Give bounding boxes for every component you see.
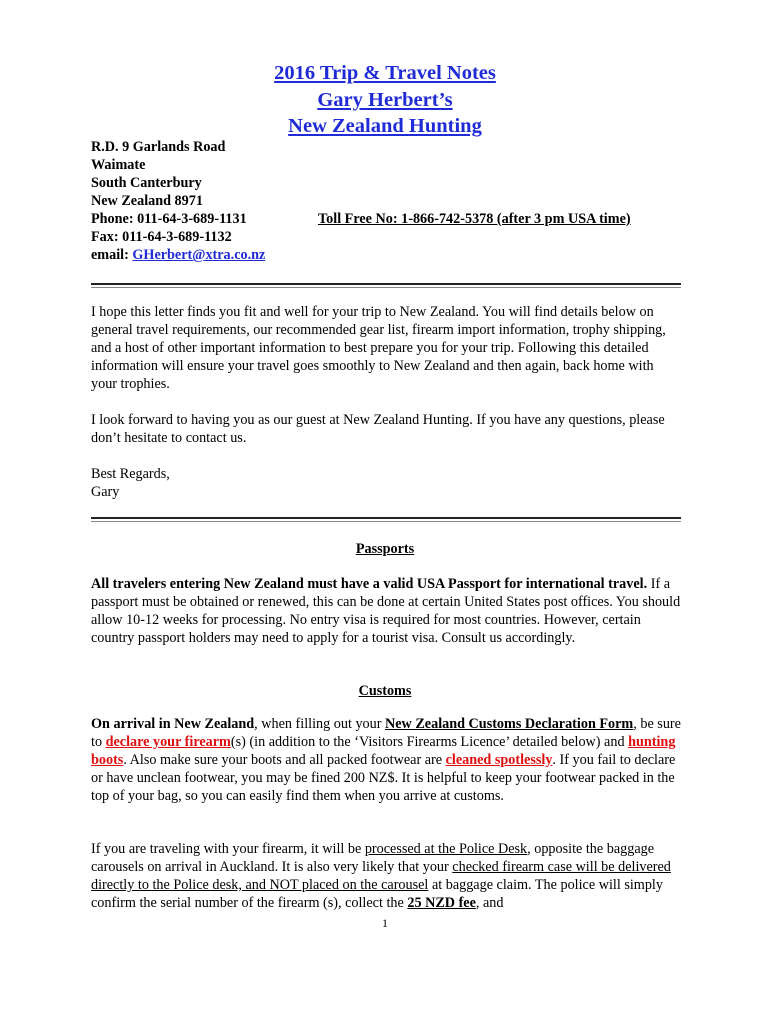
customs2-text-b: , opposite the baggage carousels on arrival in Auckland. It is also very likely that your [91,841,655,875]
email-row [91,246,265,264]
customs-text-d: . Also make sure your boots and all packed footwear are [123,751,446,768]
customs-paragraph-2 [91,841,681,913]
passports-text: If a passport must be obtained or renewed, this can be done at certain United States post offices. You should allow 10-12 weeks for processing. No entry visa is required for most countries. However, certain country passport holders may need to apply for a tourist visa. Consult us accordingly. [91,576,681,646]
customs-heading: Customs [358,683,412,699]
divider-top-thin [91,287,681,288]
address-line-3: South Canterbury [91,175,202,191]
divider-middle [91,517,681,519]
address-block [91,138,265,264]
customs2-text-a: If you are traveling with your firearm, it will be [91,841,365,857]
closing [91,466,681,502]
passports-paragraph [91,576,681,648]
phone: Phone: 011-64-3-689-1131 [91,211,247,227]
police-desk: processed at the Police Desk [364,841,528,857]
toll-free: Toll Free No: 1-866-742-5378 (after 3 pm USA time) [318,211,631,227]
divider-middle-thin [91,521,681,522]
customs-text-a: , when filling out your [254,716,385,732]
customs-form-link: New Zealand Customs Declaration Form [385,716,634,732]
title-line-2: Gary Herbert’s [317,89,453,111]
fee-amount: 25 NZD fee [407,894,476,911]
customs2-text-d: , and [475,894,504,911]
title-line-3: New Zealand Hunting [288,115,482,137]
customs-text-c: (s) (in addition to the ‘Visitors Firearms Licence’ detailed below) and [230,733,629,750]
fax: Fax: 011-64-3-689-1132 [91,229,232,245]
email-label: email: [91,247,133,263]
closing-line-1: Best Regards, [91,466,170,482]
address-line-1: R.D. 9 Garlands Road [91,139,226,155]
closing-line-2: Gary [91,483,120,500]
title-line-1: 2016 Trip & Travel Notes [274,62,496,84]
address-line-2: Waimate [91,157,146,173]
customs-text-e: . If you fail to declare or have unclean footwear, you may be fined 200 NZ$. It is helpful to keep your footwear packed in the top of your bag, so you can easily find them when you arrive at customs. [91,751,676,804]
intro-paragraph-2: I look forward to having you as our guest at New Zealand Hunting. If you have any questions, please don’t hesitate to contact us. [91,412,665,446]
customs2-text-c: at baggage claim. The police will simply confirm the serial number of the firearm (s), collect the [91,876,663,911]
declare-firearm: declare your firearm [105,733,231,750]
intro-paragraph-1: I hope this letter finds you fit and well for your trip to New Zealand. You will find details below on general travel requirements, our recommended gear list, firearm import information, trophy shipping, and a host of other important information to best prepare you for your trip. Following this detailed information will ensure your travel goes smoothly to New Zealand and then again, back home with your trophies. [91,304,666,392]
checked-firearm-case: checked firearm case will be delivered directly to the Police desk, and NOT placed on the carousel [91,858,671,893]
address-line-4: New Zealand 8971 [91,193,203,209]
passports-bold: All travelers entering New Zealand must have a valid USA Passport for international travel. [91,576,648,592]
divider-top [91,283,681,285]
customs-text-b: , be sure to [91,716,681,750]
passports-heading: Passports [355,541,415,557]
page-number: 1 [382,916,388,930]
hunting-boots: hunting boots [91,733,676,768]
email-link[interactable]: GHerbert@xtra.co.nz [132,247,266,263]
cleaned-spotlessly: cleaned spotlessly [445,751,553,768]
customs-paragraph-1 [91,716,681,806]
customs-arrival-bold: On arrival in New Zealand [91,716,255,732]
